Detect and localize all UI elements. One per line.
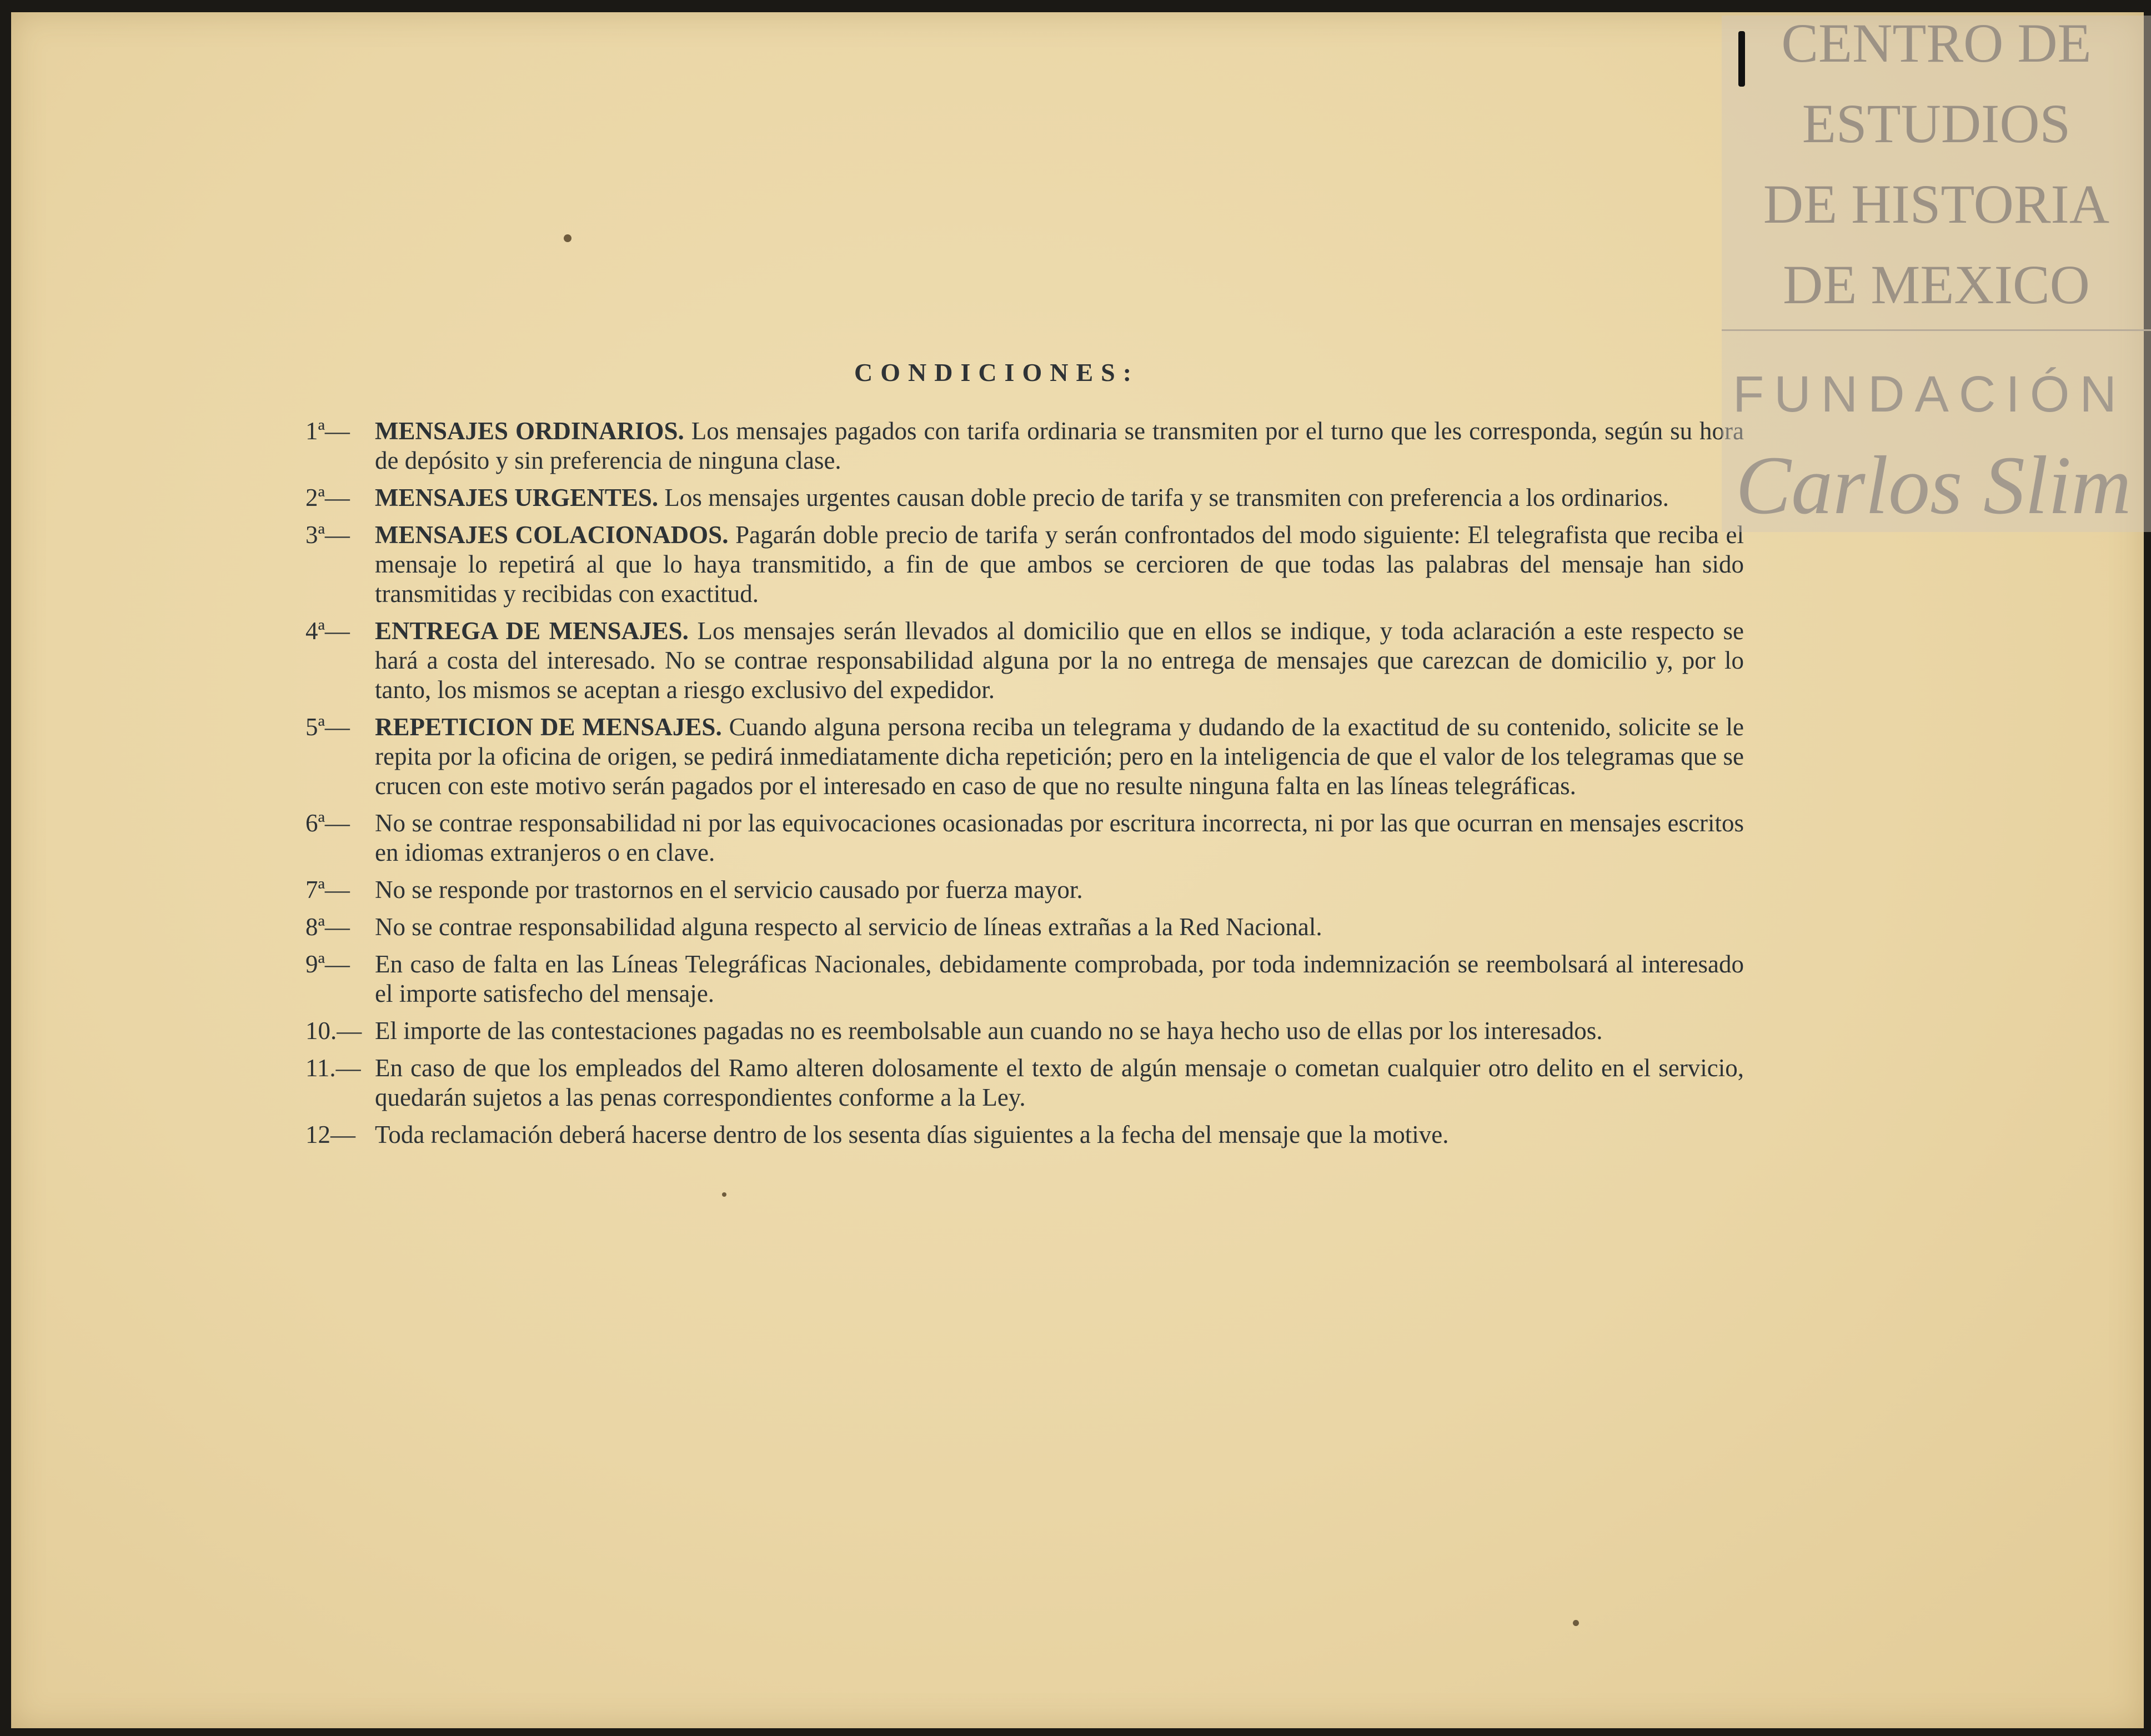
- condition-number: 1ª—: [305, 417, 350, 445]
- condition-item: [305, 912, 1744, 942]
- watermark-line: DE MEXICO: [1783, 254, 2090, 315]
- condition-text: No se contrae responsabilidad alguna respecto al servicio de líneas extrañas a la Red Nacional.: [375, 913, 1322, 941]
- condition-heading: REPETICION DE MENSAJES.: [375, 713, 722, 741]
- condition-number: 12—: [305, 1121, 355, 1148]
- condition-number: 5ª—: [305, 713, 350, 741]
- condition-item: [305, 483, 1744, 513]
- condition-heading: MENSAJES ORDINARIOS.: [375, 417, 684, 445]
- condition-text: Los mensajes serán llevados al domicilio que en ellos se indique, y toda aclaración a este respecto se hará a costa del interesado. No se contrae responsabilidad alguna por la no entrega de mensajes que carezcan de domicilio y, por lo tanto, los mismos se aceptan a riesgo exclusivo del expedidor.: [375, 617, 1744, 704]
- condition-number: 6ª—: [305, 809, 350, 837]
- condition-item: [305, 520, 1744, 609]
- condition-number: 7ª—: [305, 876, 350, 904]
- paper-speck: [564, 234, 571, 242]
- condition-text: Pagarán doble precio de tarifa y serán confrontados del modo siguiente: El telegrafista que reciba el mensaje lo repetirá al que lo haya transmitido, a fin de que ambos se cercioren de que todas las palabras del mensaje han sido transmitidas y recibidas con exactitud.: [375, 521, 1744, 608]
- condition-number: 10.—: [305, 1017, 362, 1045]
- condition-text: Cuando alguna persona reciba un telegrama y dudando de la exactitud de su contenido, solicite se le repita por la oficina de origen, se pedirá inmediatamente dicha repetición; pero en la inteligencia de que el valor de los telegramas que se crucen con este motivo serán pagados por el interesado en caso de que no resulte ninguna falta en las líneas telegráficas.: [375, 713, 1744, 800]
- condition-number: 9ª—: [305, 950, 350, 978]
- condition-text: El importe de las contestaciones pagadas no es reembolsable aun cuando no se haya hecho uso de ellas por los interesados.: [375, 1017, 1603, 1045]
- condition-number: 4ª—: [305, 617, 350, 645]
- condition-text: En caso de que los empleados del Ramo alteren dolosamente el texto de algún mensaje o cometan cualquier otro delito en el servicio, quedarán sujetos a las penas correspondientes conforme a la Ley.: [375, 1054, 1744, 1111]
- page-title: CONDICIONES:: [854, 358, 1140, 387]
- condition-number: 11.—: [305, 1054, 361, 1082]
- condition-heading: MENSAJES URGENTES.: [375, 484, 659, 511]
- condition-item: [305, 1016, 1744, 1046]
- watermark-line: ESTUDIOS: [1802, 93, 2071, 154]
- condition-text: No se responde por trastornos en el servicio causado por fuerza mayor.: [375, 876, 1083, 904]
- condition-item: [305, 1053, 1744, 1112]
- watermark-signature: Carlos Slim: [1736, 439, 2132, 531]
- condition-heading: ENTREGA DE MENSAJES.: [375, 617, 689, 645]
- conditions-list: [305, 417, 1744, 1157]
- watermark-divider: [1722, 329, 2151, 331]
- archive-watermark: [1722, 12, 2151, 532]
- condition-item: [305, 417, 1744, 475]
- condition-item: [305, 616, 1744, 705]
- condition-number: 8ª—: [305, 913, 350, 941]
- condition-text: Toda reclamación deberá hacerse dentro de los sesenta días siguientes a la fecha del mensaje que la motive.: [375, 1121, 1449, 1148]
- condition-text: Los mensajes pagados con tarifa ordinaria se transmiten por el turno que les corresponda, según su hora de depósito y sin preferencia de ninguna clase.: [375, 417, 1744, 474]
- paper-speck: [722, 1192, 726, 1197]
- condition-item: [305, 875, 1744, 905]
- watermark-line: DE HISTORIA: [1763, 173, 2110, 235]
- condition-number: 3ª—: [305, 521, 350, 549]
- condition-item: [305, 713, 1744, 801]
- condition-item: [305, 1120, 1744, 1150]
- condition-item: [305, 809, 1744, 867]
- condition-text: En caso de falta en las Líneas Telegráficas Nacionales, debidamente comprobada, por toda indemnización se reembolsará al interesado el importe satisfecho del mensaje.: [375, 950, 1744, 1007]
- watermark-line: CENTRO DE: [1781, 12, 2092, 74]
- condition-heading: MENSAJES COLACIONADOS.: [375, 521, 729, 549]
- watermark-foundation: FUNDACIÓN: [1733, 366, 2127, 423]
- paper-speck: [1573, 1620, 1579, 1626]
- condition-item: [305, 950, 1744, 1009]
- condition-number: 2ª—: [305, 484, 350, 511]
- condition-text: Los mensajes urgentes causan doble precio de tarifa y se transmiten con preferencia a los ordinarios.: [664, 484, 1669, 511]
- condition-text: No se contrae responsabilidad ni por las equivocaciones ocasionadas por escritura incorrecta, ni por las que ocurran en mensajes escritos en idiomas extranjeros o en clave.: [375, 809, 1744, 866]
